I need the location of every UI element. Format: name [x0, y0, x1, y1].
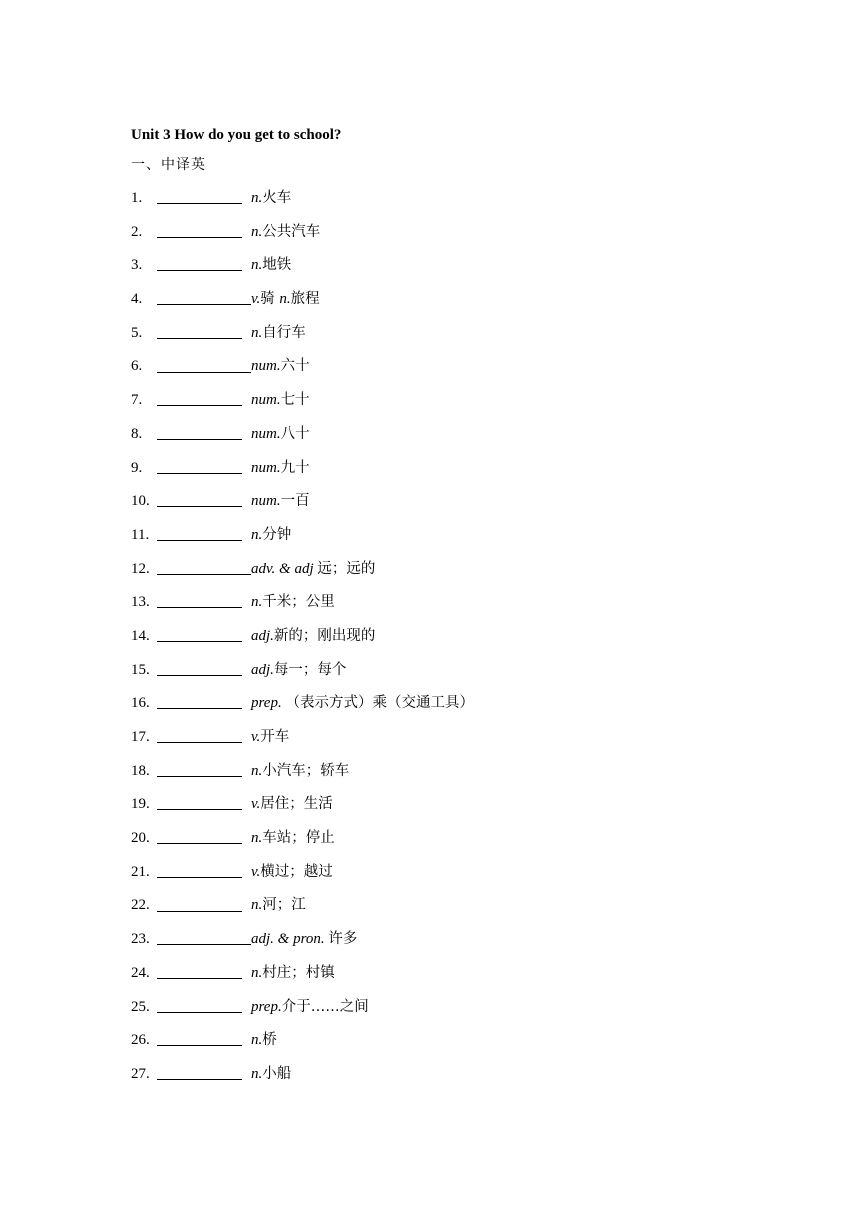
- list-item: [131, 485, 771, 519]
- chinese-meaning: 村庄；村镇: [262, 964, 335, 981]
- part-of-speech: n.: [251, 223, 263, 240]
- chinese-meaning: 小船: [262, 1065, 292, 1082]
- list-item: [131, 350, 771, 384]
- chinese-meaning: 横过；越过: [260, 863, 333, 880]
- answer-blank[interactable]: [157, 741, 242, 743]
- part-of-speech: n.: [251, 1065, 263, 1082]
- list-item: [131, 856, 771, 890]
- list-item: [131, 957, 771, 991]
- chinese-meaning: 自行车: [262, 324, 306, 341]
- answer-blank[interactable]: [157, 876, 242, 878]
- item-number: 24.: [131, 964, 150, 981]
- chinese-meaning: 七十: [280, 392, 310, 409]
- part-of-speech: n.: [251, 1032, 263, 1049]
- item-number: 22.: [131, 897, 150, 914]
- part-of-speech: n.: [251, 190, 263, 206]
- answer-blank[interactable]: [157, 640, 242, 642]
- chinese-meaning: 小汽车；轿车: [262, 762, 350, 779]
- item-number: 21.: [131, 863, 150, 880]
- part-of-speech: adv. & adj: [251, 560, 318, 577]
- item-number: 1.: [131, 190, 143, 206]
- answer-blank[interactable]: [157, 910, 242, 912]
- part-of-speech: n.: [251, 594, 263, 611]
- part-of-speech: n.: [279, 291, 291, 308]
- chinese-meaning: 骑: [260, 291, 280, 308]
- answer-blank[interactable]: [157, 505, 242, 507]
- answer-blank[interactable]: [157, 371, 251, 373]
- item-number: 14.: [131, 627, 150, 644]
- list-item: [131, 991, 771, 1025]
- item-number: 23.: [131, 931, 150, 948]
- list-item: [131, 452, 771, 486]
- list-item: [131, 553, 771, 587]
- list-item: [131, 755, 771, 789]
- answer-blank[interactable]: [157, 236, 242, 238]
- answer-blank[interactable]: [157, 808, 242, 810]
- item-number: 16.: [131, 695, 150, 712]
- part-of-speech: v.: [251, 729, 261, 745]
- part-of-speech: num.: [251, 392, 281, 409]
- chinese-meaning: 千米；公里: [262, 594, 335, 611]
- item-number: 25.: [131, 998, 150, 1015]
- answer-blank[interactable]: [157, 842, 242, 844]
- list-item: [131, 249, 771, 283]
- answer-blank[interactable]: [157, 472, 242, 474]
- chinese-meaning: 河；江: [262, 897, 306, 914]
- part-of-speech: v.: [251, 291, 261, 308]
- item-number: 5.: [131, 324, 143, 341]
- answer-blank[interactable]: [157, 539, 242, 541]
- part-of-speech: prep.: [251, 695, 286, 712]
- answer-blank[interactable]: [157, 1011, 242, 1013]
- list-item: [131, 822, 771, 856]
- item-number: 10.: [131, 493, 150, 510]
- chinese-meaning: 分钟: [262, 526, 292, 543]
- list-item: [131, 519, 771, 553]
- chinese-meaning: （表示方式）乘（交通工具）: [285, 695, 474, 712]
- part-of-speech: num.: [251, 493, 281, 510]
- section-heading: 一、中译英: [131, 157, 206, 173]
- list-item: [131, 283, 771, 317]
- item-number: 19.: [131, 796, 150, 813]
- list-item: [131, 889, 771, 923]
- chinese-meaning: 介于……之间: [281, 998, 369, 1015]
- answer-blank[interactable]: [157, 775, 242, 777]
- chinese-meaning: 旅程: [290, 291, 320, 308]
- list-item: [131, 216, 771, 250]
- worksheet-page: [131, 122, 771, 1092]
- answer-blank[interactable]: [157, 573, 251, 575]
- part-of-speech: n.: [251, 964, 263, 981]
- answer-blank[interactable]: [157, 674, 242, 676]
- item-number: 2.: [131, 223, 143, 240]
- answer-blank[interactable]: [157, 606, 242, 608]
- part-of-speech: adj. & pron.: [251, 931, 329, 948]
- answer-blank[interactable]: [157, 269, 242, 271]
- chinese-meaning: 每一；每个: [273, 661, 347, 678]
- part-of-speech: num.: [251, 459, 281, 476]
- answer-blank[interactable]: [157, 1044, 242, 1046]
- list-item: [131, 317, 771, 351]
- chinese-meaning: 新的；刚出现的: [273, 627, 376, 644]
- list-item: [131, 788, 771, 822]
- chinese-meaning: 火车: [262, 190, 292, 206]
- part-of-speech: adj.: [251, 661, 274, 678]
- part-of-speech: n.: [251, 526, 263, 543]
- chinese-meaning: 桥: [262, 1032, 277, 1049]
- item-number: 20.: [131, 830, 150, 847]
- answer-blank[interactable]: [157, 337, 242, 339]
- answer-blank[interactable]: [157, 707, 242, 709]
- part-of-speech: prep.: [251, 998, 282, 1015]
- part-of-speech: n.: [251, 762, 263, 779]
- part-of-speech: v.: [251, 796, 261, 813]
- item-number: 13.: [131, 594, 150, 611]
- item-number: 7.: [131, 392, 143, 409]
- item-number: 4.: [131, 291, 143, 308]
- part-of-speech: num.: [251, 425, 281, 442]
- chinese-meaning: 车站；停止: [262, 830, 335, 847]
- chinese-meaning: 远；远的: [317, 560, 376, 577]
- list-item: [131, 1058, 771, 1092]
- page-title: Unit 3 How do you get to school?: [131, 127, 342, 143]
- chinese-meaning: 许多: [328, 931, 358, 948]
- list-item: [131, 687, 771, 721]
- list-item: [131, 654, 771, 688]
- chinese-meaning: 九十: [280, 459, 310, 476]
- item-number: 12.: [131, 560, 150, 577]
- part-of-speech: num.: [251, 358, 281, 375]
- chinese-meaning: 居住；生活: [260, 796, 333, 813]
- item-number: 6.: [131, 358, 143, 375]
- answer-blank[interactable]: [157, 303, 251, 305]
- list-item: [131, 923, 771, 957]
- list-item: [131, 182, 771, 216]
- list-item: [131, 620, 771, 654]
- part-of-speech: n.: [251, 324, 263, 341]
- chinese-meaning: 八十: [280, 425, 310, 442]
- answer-blank[interactable]: [157, 202, 242, 204]
- item-number: 26.: [131, 1032, 150, 1049]
- item-number: 18.: [131, 762, 150, 779]
- part-of-speech: v.: [251, 863, 261, 880]
- item-number: 17.: [131, 729, 150, 745]
- answer-blank[interactable]: [157, 1078, 242, 1080]
- list-item: [131, 418, 771, 452]
- list-item: [131, 384, 771, 418]
- answer-blank[interactable]: [157, 438, 242, 440]
- answer-blank[interactable]: [157, 943, 251, 945]
- item-number: 9.: [131, 459, 143, 476]
- chinese-meaning: 公共汽车: [262, 223, 321, 240]
- answer-blank[interactable]: [157, 404, 242, 406]
- chinese-meaning: 地铁: [262, 257, 292, 274]
- list-item: [131, 721, 771, 755]
- item-number: 8.: [131, 425, 143, 442]
- part-of-speech: adj.: [251, 627, 274, 644]
- part-of-speech: n.: [251, 897, 263, 914]
- item-number: 3.: [131, 257, 143, 274]
- item-number: 15.: [131, 661, 150, 678]
- answer-blank[interactable]: [157, 977, 242, 979]
- item-number: 11.: [131, 526, 150, 543]
- chinese-meaning: 开车: [260, 729, 290, 745]
- list-item: [131, 1024, 771, 1058]
- chinese-meaning: 一百: [280, 493, 310, 510]
- part-of-speech: n.: [251, 830, 263, 847]
- part-of-speech: n.: [251, 257, 263, 274]
- item-number: 27.: [131, 1065, 150, 1082]
- vocabulary-list: [131, 182, 771, 1092]
- chinese-meaning: 六十: [280, 358, 310, 375]
- list-item: [131, 586, 771, 620]
